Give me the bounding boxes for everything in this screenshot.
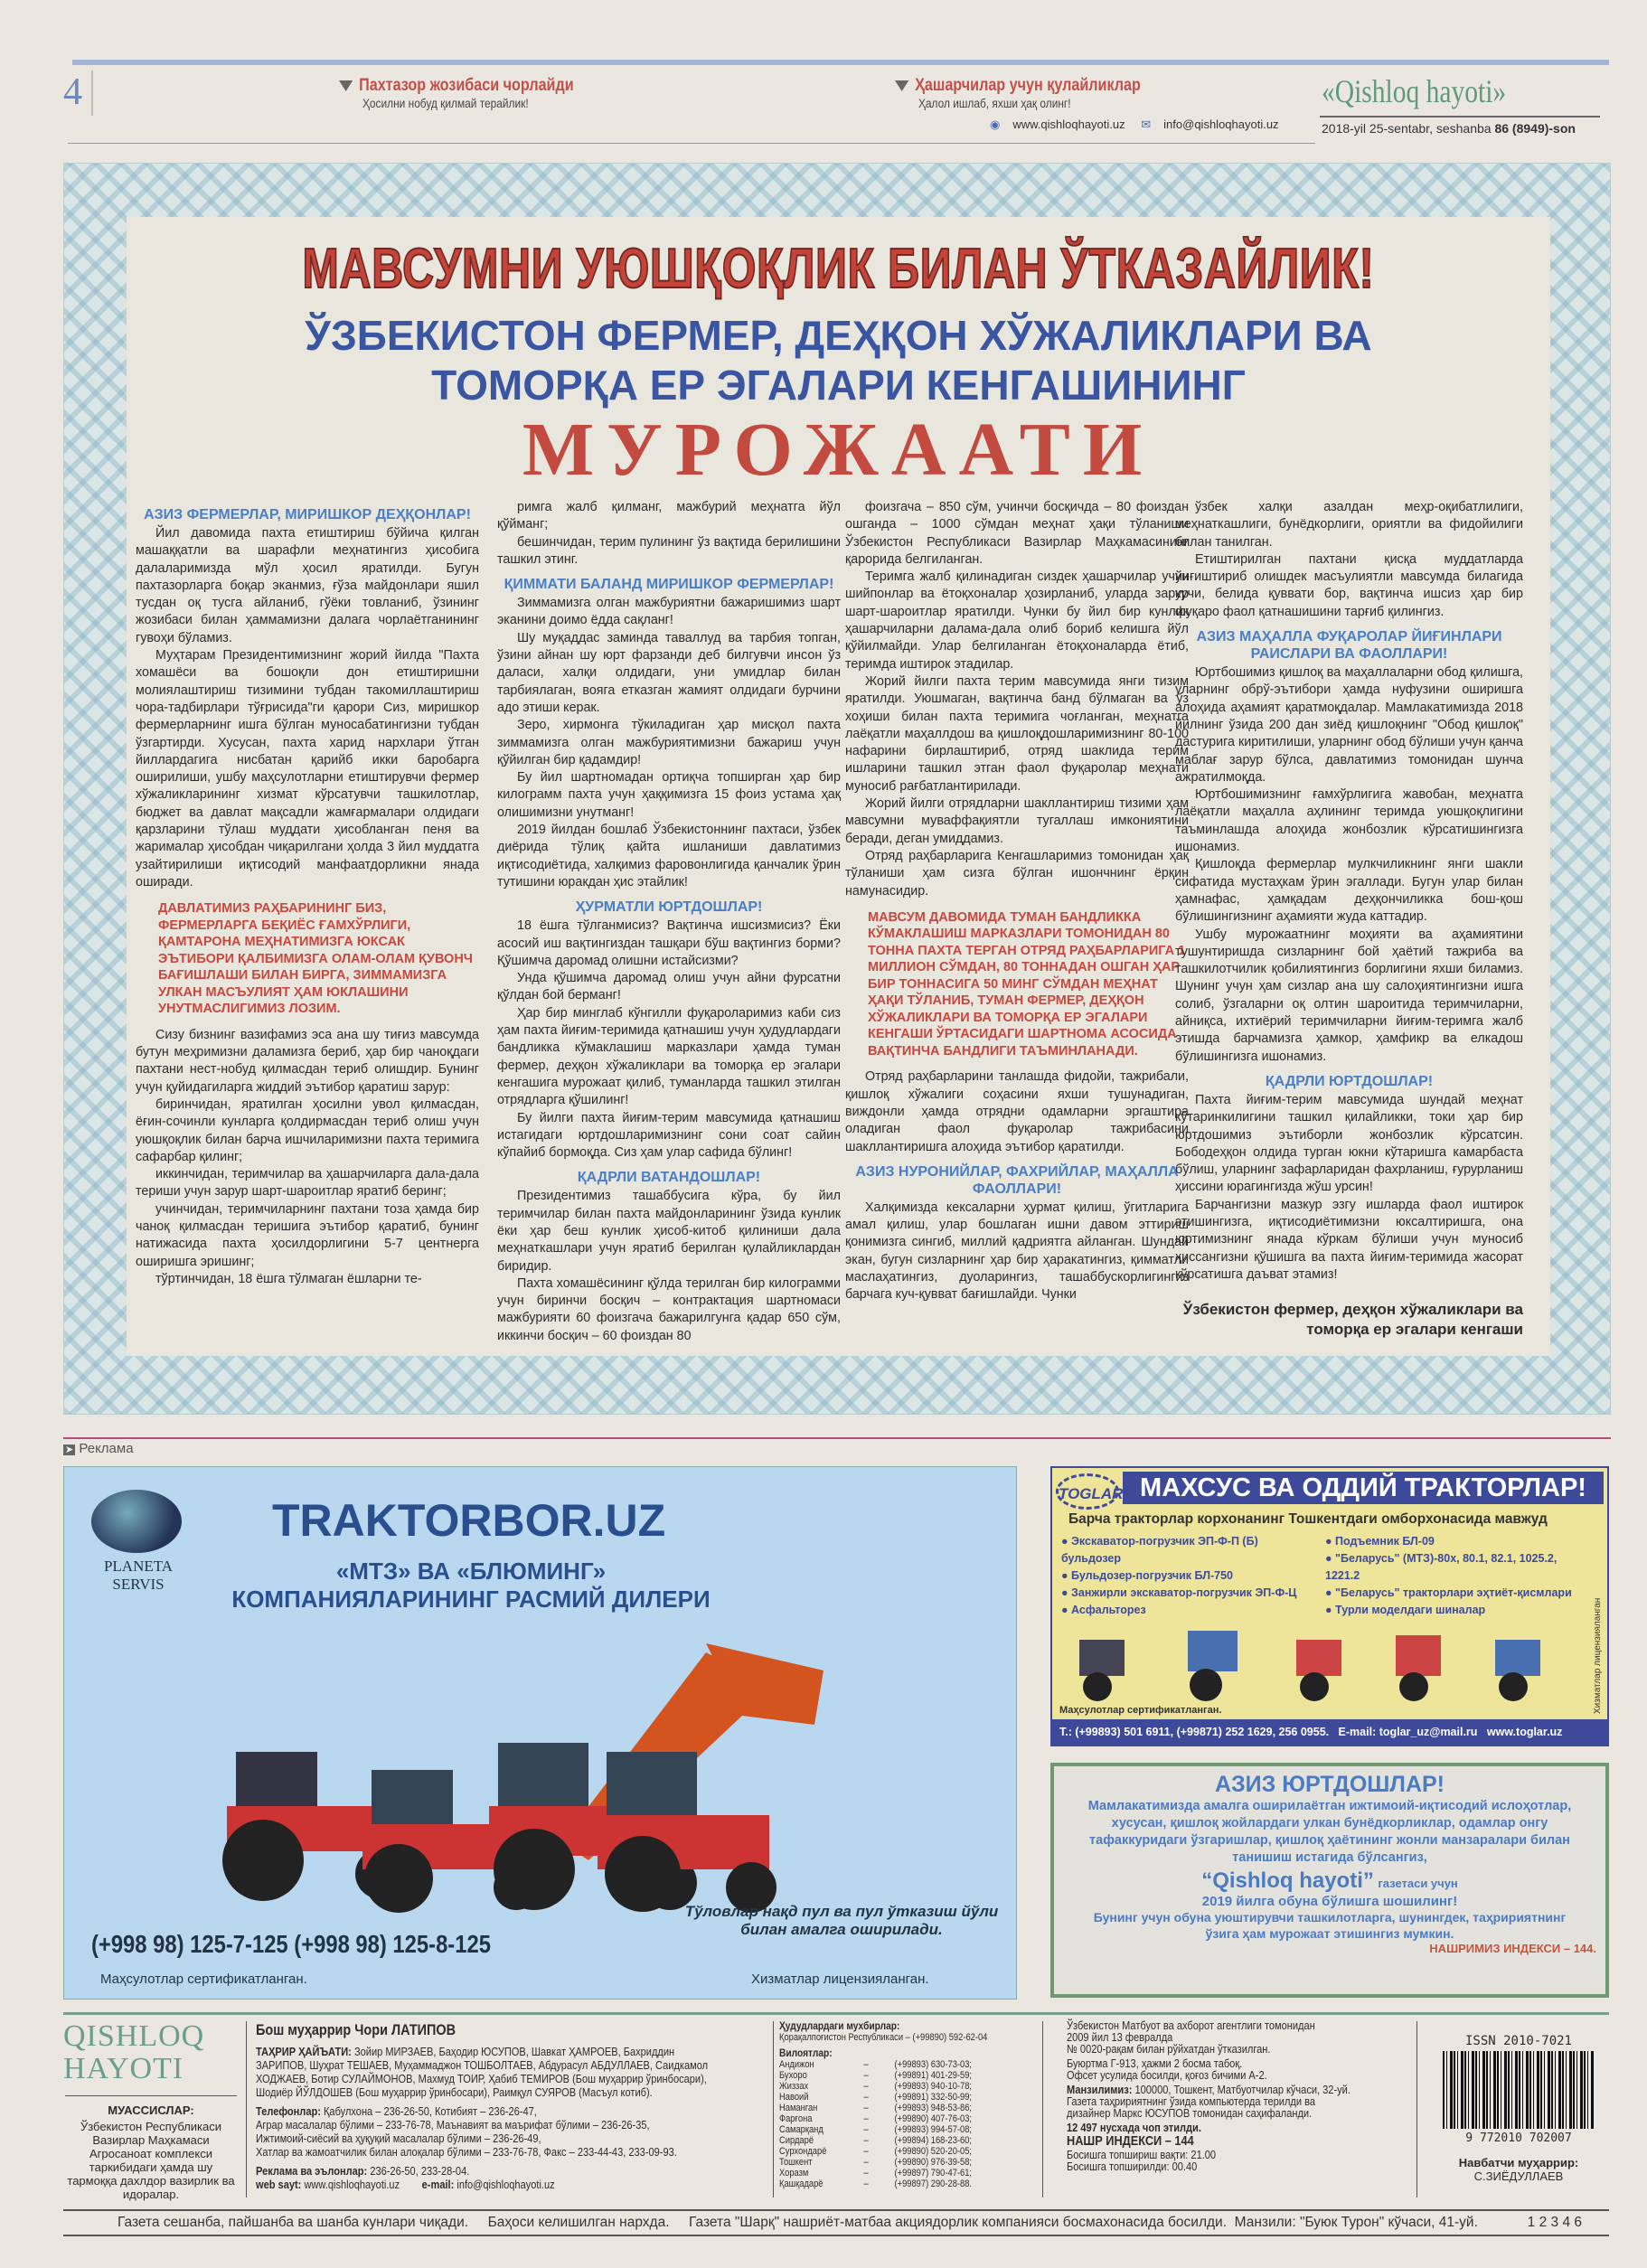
- paragraph: Унда қўшимча даромад олиш учун айни фурсатни қўлдан бой берманг!: [497, 971, 841, 1003]
- phone-line: Қабулхона – 236-26-50, Котибият – 236-26-47,: [323, 2104, 537, 2118]
- email-label: e-mail:: [421, 2178, 455, 2191]
- divider: [246, 2021, 247, 2197]
- founders-text: Ўзбекистон Республикаси Вазирлар Маҳкамаси Агросаноат комплекси таркибидаги ҳамда шу тармоққа дахлдор вазирлик ва идоралар.: [67, 2120, 235, 2201]
- bullet-icon: ●: [1061, 1586, 1072, 1599]
- slogan-headline: МАВСУМНИ УЮШҚОҚЛИК БИЛАН ЎТКАЗАЙЛИК!: [302, 238, 1375, 300]
- page-number: 4: [63, 71, 93, 116]
- product-label: Подъемник БЛ-09: [1335, 1535, 1435, 1548]
- product-item: [1325, 1602, 1578, 1619]
- paragraph: иккинчидан, теримчилар ва ҳашарчиларга дала-дала териши учун зарур шарт-шароитлар яратиб беринг;: [136, 1167, 479, 1200]
- ad-title[interactable]: TRAKTORBOR.UZ: [272, 1495, 666, 1546]
- paragraph: Муҳтарам Президентимизнинг жорий йилда "Пахта хомашёси ва бошоқли дон етиштиришни молиялаштириш тизимини тубдан такомиллаштириш чора-тадбирлари тўғрисида"ги қарори Сиз, миришкор фермерларнинг ишга бўлган муносабатингизни тубдан ўзгартирди. Хусусан, пахта харид нархлари ўтган йиллардагига нисбатан қарийб икки баробарга оширилиши, ушбу маҳсулотларни етиштирувчи фермер хўжаликларининг хизмат кўрсатувчи ташкилотлар, бюджет ва давлат мақсадли жамғармалари олдидаги қарзларини тўлаш муддати ҳисобланган пеня ва жарималар ҳисобдан чиқарилгани ҳолда 3 йил муддатга узайтирилиши иқтисодий манфаатдорликни янада оширади.: [136, 648, 479, 889]
- ad-subtitle-2: КОМПАНИЯЛАРИНИНГ РАСМИЙ ДИЛЕРИ: [231, 1586, 711, 1613]
- paragraph: Пахта йиғим-терим мавсумида шундай меҳнат кўтаринкилигини ташкил қилайликки, токи ҳар бир юртдошимиз эътиборли жонбозлик кўрсатсин. Бободеҳқон олдида турган юкни кўтаришга камарбаста бўлиш, уларнинг зафарларидан фахрланиш, ғурурланиш ҳиссини юрагингизда жўш урсин!: [1175, 1092, 1523, 1195]
- dash: –: [863, 2113, 869, 2124]
- dateline: [1322, 121, 1576, 136]
- dash: –: [863, 2135, 869, 2146]
- bullet-icon: ●: [1325, 1552, 1336, 1565]
- registration-line: 2009 йил 13 февралда: [1067, 2030, 1173, 2044]
- teaser-subtitle: Ҳалол ишлаб, яхши ҳақ олинг!: [918, 96, 1071, 110]
- paragraph: Юртбошимизнинг ғамхўрлигига жавобан, меҳнатга лаёқатли маҳалла аҳлининг теримда уюшқоқлигини таъминлашда алоҳида жонбозлик кўрсатишингизга ишонамиз.: [1175, 787, 1523, 855]
- toglar-logo: TOGLAR: [1056, 1473, 1119, 1510]
- traktorbor-ad[interactable]: [63, 1466, 1017, 2000]
- product-item: [1061, 1567, 1314, 1585]
- product-label: Экскаватор-погрузчик ЭП-Ф-П (Б) бульдозер: [1061, 1535, 1258, 1565]
- section-heading: АЗИЗ МАҲАЛЛА ФУҚАРОЛАР ЙИҒИНЛАРИ РАИСЛАРИ ВА ФАОЛЛАРИ!: [1196, 629, 1502, 663]
- correspondents-title: Ҳудудлардаги мухбирлар:: [779, 2019, 900, 2032]
- phone-line: Аграр масалалар бўлими – 233-76-78, Маънавият ва маърифат бўлими – 236-26-35,: [256, 2118, 650, 2132]
- registration-line: Ўзбекистон Матбуот ва ахборот агентлиги томонидан: [1067, 2019, 1315, 2032]
- order-line: Буюртма Г-913, ҳажми 2 босма табоқ.: [1067, 2056, 1243, 2070]
- signature: Ўзбекистон фермер, деҳқон хўжаликлари ва томорқа ер эгалари кенгаши: [1182, 1301, 1523, 1339]
- paper-suffix: газетаси учун: [1378, 1877, 1458, 1890]
- subscription-index: НАШРИМИЗ ИНДЕКСИ – 144.: [1429, 1942, 1596, 1955]
- product-item: [1325, 1533, 1578, 1550]
- product-label: Бульдозер-погрузчик БЛ-750: [1071, 1569, 1233, 1582]
- footer-bar: [63, 2209, 1609, 2236]
- ad-title: МАХСУС ВА ОДДИЙ ТРАКТОРЛАР!: [1123, 1472, 1604, 1504]
- paragraph: Шу муқаддас заминда таваллуд ва тарбия топган, ўзини айнан шу юрт фарзанди деб билгувчи инсон ўз даласи, халқи олдидаги, уни умидлар билан тарбиялаган, вояга етказган жамият олдидаги бурчини адо этиши керак.: [497, 630, 841, 715]
- teaser-subtitle: Ҳосилни нобуд қилмай терайлик!: [362, 96, 529, 110]
- email-link[interactable]: info@qishloqhayoti.uz: [456, 2178, 555, 2191]
- deadline: Босишга топшириш вақти: 21.00: [1067, 2148, 1217, 2161]
- paragraph: Халқимизда кексаларни ҳурмат қилиш, ўгитларига амал қилиш, улар бошлаган ишни давом эттириш қонимизга сингиб, миллий қадриятга айланган. Шундай экан, бугун сизларнинг ҳар бир ҳаракатингиз, қимматли маслаҳатингиз, дуоларингиз, ташаббускорлигингиз барчага куч-қувват бағишлайди. Чунки: [845, 1200, 1189, 1303]
- paragraph: Отряд раҳбарларига Кенгашларимиз томонидан ҳақ тўланиши ҳам сизга бўлган ишончнинг ёрқин намунасидир.: [845, 848, 1189, 899]
- region-phone: (+99893) 948-53-86;: [894, 2103, 973, 2113]
- issn: ISSN 2010-7021: [1464, 2034, 1572, 2048]
- product-item: [1061, 1602, 1314, 1619]
- address-label: Манзилимиз:: [1067, 2083, 1133, 2096]
- region-phone: (+99893) 994-57-08;: [894, 2124, 973, 2135]
- product-list: [1061, 1533, 1578, 1619]
- ad-certified-note: Маҳсулотлар сертификатланган.: [100, 1972, 307, 1987]
- teaser-title: Ҳашарчилар учун қулайликлар: [915, 76, 1141, 95]
- masthead-logo: [63, 2020, 235, 2085]
- barcode-block: [1437, 2034, 1600, 2183]
- paragraph: ўзбек халқи азалдан меҳр-оқибатлилиги, меҳнаткашлиги, бунёдкорлиги, ориятли ва фидойилиги билан танилган.: [1175, 500, 1523, 550]
- submitted-time: Босишга топширилди: 00.40: [1067, 2160, 1198, 2173]
- globe-icon: ◉: [990, 118, 1001, 131]
- region-name: Самарқанд: [779, 2124, 824, 2135]
- toglar-ad[interactable]: [1050, 1466, 1609, 1746]
- tractors-illustration: [1061, 1622, 1567, 1703]
- paragraph: биринчидан, яратилган ҳосилни увол қилмасдан, ёғин-сочинли кунларга қолдирмасдан териб олиш учун уюшқоқлик билан барча ишчиларимизни пахта теримига сафарбар қилинг;: [136, 1096, 479, 1164]
- region-name: Сирдарё: [779, 2135, 814, 2146]
- region-name: Фарғона: [779, 2113, 813, 2124]
- barcode-number: 9 772010 702007: [1465, 2132, 1572, 2145]
- globe-logo-icon: [91, 1490, 182, 1553]
- ad-subtitle: Барча тракторлар корхонанинг Тошкентдаги омборхонасида мавжуд: [1068, 1511, 1548, 1527]
- footer-text: Газета сешанба, пайшанба ва шанба кунлари чиқади. Баҳоси келишилган нархда. Газета "Шарқ" нашриёт-матбаа акциядорлик компанияси босмахонасида босилди. Манзили: "Буюк Турон" кўчаси, 41-уй.: [118, 2215, 1478, 2230]
- header-contacts: [990, 118, 1292, 132]
- paragraph: Қишлоқда фермерлар мулкчиликнинг янги шакли сифатида мустаҳкам ўрин эгаллади. Бугун улар билан ҳамнафас, ҳамқадам деҳқончиликка бош-қош бўлишингизнинг аҳамияти жуда каттадир.: [1175, 857, 1523, 925]
- product-item: [1061, 1533, 1314, 1567]
- paragraph: Барчангизни мазкур эзгу ишларда фаол иштирок этишингизга, иқтисодиётимизни юксалтиришга, она юртимизнинг янада кўркам бўлиши учун муносиб ҳиссангизни қўшишга ва пахта йиғим-теримида жасорат кўрсатишга даъват этамиз!: [1175, 1197, 1523, 1282]
- region-phone: (+99894) 168-23-60;: [894, 2135, 973, 2146]
- phones-label: Телефонлар:: [256, 2104, 321, 2118]
- region-name: Андижон: [779, 2059, 814, 2070]
- ads-phones: 236-26-50, 233-28-04.: [370, 2164, 470, 2178]
- region-name: Тошкент: [779, 2157, 813, 2168]
- region-row: [779, 2103, 998, 2113]
- design-line: Газета таҳририятнинг ўзида компьютерда терилди ва: [1067, 2094, 1316, 2108]
- dash: –: [863, 2179, 869, 2189]
- article-column-3: [845, 499, 1189, 1304]
- ad-subtitle-1: «МТЗ» ВА «БЛЮМИНГ»: [335, 1557, 607, 1585]
- ad-phones[interactable]: (+998 98) 125-7-125 (+998 98) 125-8-125: [91, 1930, 491, 1958]
- mail-icon: ✉: [1141, 118, 1152, 131]
- ad-contact: Бунинг учун обуна уюштирувчи ташкилотларга, шунингдек, таҳририятнинг ўзига ҳам мурожаат этишингиз мумкин.: [1093, 1910, 1567, 1941]
- section-heading: ҚАДРЛИ ЮРТДОШЛАР!: [1265, 1073, 1434, 1089]
- title-line-1: ЎЗБЕКИСТОН ФЕРМЕР, ДЕҲҚОН ХЎЖАЛИКЛАРИ ВА: [305, 312, 1372, 359]
- newspaper-brand: «Qishloq hayoti»: [1322, 73, 1507, 109]
- divider: [1042, 2021, 1043, 2197]
- region-phone: (+99890) 976-39-58;: [894, 2157, 973, 2168]
- product-label: "Беларусь" тракторлари эҳтиёт-қисмлари: [1335, 1586, 1572, 1599]
- region-phone: (+99897) 290-28-88.: [894, 2179, 973, 2189]
- paragraph: Ҳар бир минглаб кўнгилли фуқароларимиз каби сиз ҳам пахта йиғим-теримида қатнашиш учун ҳудудлардаги бандликка кўмаклашиш марказлари ҳамда туман фермер, деҳқон хўжаликлари ва томорқа ер эгалари кенгашига мурожаат қилиб, туманларда ташкил этилган отрядларга қўшилинг!: [497, 1005, 841, 1108]
- dash: –: [863, 2092, 869, 2103]
- dash: –: [863, 2157, 869, 2168]
- paragraph: Сизу бизнинг вазифамиз эса ана шу тиғиз мавсумда бутун меҳримизни даламизга бериб, ҳар бир чаноқдаги пахтани нест-нобуд қилмасдан териб олишдир. Бунинг учун қуйидагиларга жиддий эътибор қаратиш зарур:: [136, 1027, 479, 1095]
- ad-title: АЗИЗ ЮРТДОШЛАР!: [1214, 1772, 1445, 1797]
- dash: –: [863, 2146, 869, 2157]
- ad-licensed-note: Хизматлар лицензияланган: [1593, 1597, 1603, 1714]
- region-phone: (+99890) 520-20-05;: [894, 2146, 973, 2157]
- region-row: [779, 2124, 998, 2135]
- region-name: Хоразм: [779, 2168, 809, 2179]
- planeta-servis-logo: PLANETA SERVIS: [103, 1557, 174, 1593]
- region-phone: (+99893) 630-73-03;: [894, 2059, 973, 2070]
- dash: –: [863, 2124, 869, 2135]
- paper-name: “Qishloq hayoti”: [1201, 1868, 1374, 1893]
- design-line: дизайнер Маркс ЮСУПОВ томонидан саҳифаланди.: [1067, 2106, 1313, 2120]
- section-heading: ҲУРМАТЛИ ЮРТДОШЛАР!: [575, 899, 763, 916]
- article-column-4: [1175, 499, 1523, 1340]
- region-phone: (+99891) 401-29-59;: [894, 2070, 973, 2081]
- phone-line: Ижтимоий-сиёсий ва ҳуқуқий масалалар бўлими – 236-26-49,: [256, 2132, 541, 2145]
- region-row: [779, 2157, 998, 2168]
- title-line-2: ТОМОРҚА ЕР ЭГАЛАРИ КЕНГАШИНИНГ: [431, 362, 1246, 409]
- triangle-icon: [339, 80, 353, 91]
- paragraph: Бу йилги пахта йиғим-терим мавсумида қатнашиш истагидаги юртдошларимизнинг сони соат сайин кўпайиб бормоқда. Сиз ҳам улар сафида бўлинг!: [497, 1110, 841, 1161]
- ad-label-text: Реклама: [79, 1441, 134, 1456]
- board-members: Зойир МИРЗАЕВ, Баҳодир ЮСУПОВ, Шавкат ҲАМРОЕВ, Бахриддин ЗАРИПОВ, Шуҳрат ТЕШАЕВ, Муҳаммаджон ТОШБОЛТАЕВ, Абдурасул АБДУЛЛАЕВ, Саидкамол ХОДЖАЕВ, Ботир СУЛАЙМОНОВ, Махмуд ТОИР, Ҳабиб ТЕМИРОВ (Бош муҳаррир ўринбосари), Шодиёр ЙЎЛДОШЕВ (Бош муҳаррир ўринбосари), Раимқул СУЯРОВ (Масъул котиб).: [256, 2045, 709, 2099]
- ads-label: Реклама ва эълонлар:: [256, 2164, 368, 2178]
- dash: –: [863, 2103, 869, 2113]
- teaser-1[interactable]: [339, 76, 616, 110]
- section-heading: ҚАДРЛИ ВАТАНДОШЛАР!: [577, 1170, 761, 1186]
- bullet-icon: ●: [1325, 1604, 1336, 1616]
- registration-line: № 0020-рақам билан рўйхатдан ўтказилган.: [1067, 2042, 1271, 2056]
- region-phone: (+99897) 790-47-61;: [894, 2168, 973, 2179]
- ad-certified-note: Маҳсулотлар сертификатланган.: [1059, 1705, 1222, 1716]
- paragraph: Бу йил шартномадан ортиқча топширган ҳар бир килограмм пахта учун ҳаққимизга 15 фоиз устама ҳақ олишимизни унутманг!: [497, 770, 841, 820]
- dash: –: [863, 2059, 869, 2070]
- paragraph: бешинчидан, терим пулининг ўз вақтида берилишини ташкил этинг.: [497, 534, 841, 567]
- region-name: Бухоро: [779, 2070, 807, 2081]
- paragraph: Жорий йилги пахта терим мавсумида янги тизим яратилди. Уюшмаган, вақтинча банд бўлмаган ва ўз хоҳиши билан пахта теримига чоғланган, меҳнатга лаёқатли маҳаллдош ва қишлоқдошларимизнинг 80-100 нафарини бирлаштириб, отряд шаклида терим ишларини ташкил этган фаол фуқаролар меҳнати муносиб рағбатлантирилади.: [845, 673, 1189, 794]
- paragraph: Президентимиз ташаббусига кўра, бу йил теримчилар билан пахта майдонларининг ўзида кунлик ёки ҳар беш кунлик ҳисоб-китоб қилиниши дала меҳнаткашлари учун яратиб берилган қулайликлардан биридир.: [497, 1189, 841, 1274]
- founders-block: [65, 2095, 237, 2201]
- paragraph: Жорий йилги отрядларни шакллантириш тизими ҳам мавсумни муваффақиятли тугаллаш имкониятини беради, деган умиддамиз.: [845, 796, 1189, 846]
- regions-list: [779, 2059, 1037, 2189]
- paragraph: Йил давомида пахта етиштириш бўйича қилган машаққатли ва шарафли меҳнатингиз ҳисобига далаларимизда мўл ҳосил яратилди. Бугун пахтазорларга боқар эканмиз, ғўза майдонлари яшил тусдан оқ тусга айланиб, гўёки товланиб, ўзининг жозибаси билан ҳаммамизни далага чорлаётганининг гувоҳи бўламиз.: [136, 526, 479, 645]
- paragraph: фоизгача – 850 сўм, учинчи босқичда – 80 фоиздан ошганда – 1000 сўмдан меҳнат ҳақи тўланиши Ўзбекистон Республикаси Вазирлар Маҳкамасининг қарорида белгиланган.: [845, 500, 1189, 567]
- paragraph: 18 ёшга тўлганмисиз? Вақтинча ишсизмисиз? Ёки асосий иш вақтингиздан ташқари бўш вақтингиз борми? Қўшимча даромад олишни истайсизми?: [497, 918, 841, 968]
- paragraph: Пахта хомашёсининг қўлда терилган бир килограмми учун биринчи босқич – контрактация шартномаси мажбурияти 60 фоизгача бажарилгунга қадар 650 сўм, иккинчи босқич – 60 фоиздан 80: [497, 1275, 841, 1343]
- product-label: Занжирли экскаватор-погрузчик ЭП-Ф-Ц: [1071, 1586, 1297, 1599]
- dash: –: [863, 2070, 869, 2081]
- paragraph: Зеро, хирмонга тўкиладиган ҳар мисқол пахта зиммамизга олган мажбуриятимизни бажариш учун қўйилган бир қадамдир!: [497, 718, 841, 767]
- region-name: Қашқадарё: [779, 2179, 824, 2189]
- page-indicator: 1 2 3 4 6: [1527, 2215, 1582, 2230]
- website-link[interactable]: www.qishloqhayoti.uz: [1012, 118, 1125, 131]
- product-label: "Беларусь" (МТЗ)-80х, 80.1, 82.1, 1025.2, 1221.2: [1325, 1552, 1558, 1582]
- paragraph: Отряд раҳбарларини танлашда фидойи, тажрибали, қишлоқ хўжалиги соҳасини яхши тушунадиган, виждонли ҳамда отрядни одамларни эргаштира оладиган фаол фуқаролар тажрибасини шакллантиришга алоҳида эътибор қаратилди.: [845, 1069, 1189, 1154]
- issue-number: 86 (8949)-son: [1494, 121, 1576, 136]
- ad-text: Мамлакатимизда амалга оширилаётган ижтимоий-иқтисодий ислоҳотлар, хусусан, қишлоқ жойлардаги улкан бунёдкорликлар, одамлар онгу тафаккуридаги ўзгаришлар, қишлоқ ҳаётининг жонли манзаралари билан танишиш истагида бўлсангиз,: [1087, 1799, 1572, 1865]
- bullet-icon: ●: [1061, 1604, 1072, 1616]
- editorial-block: [256, 2021, 726, 2191]
- top-rule: [72, 60, 1609, 65]
- email-link[interactable]: info@qishloqhayoti.uz: [1163, 118, 1279, 131]
- duty-editor: С.ЗИЁДУЛЛАЕВ: [1473, 2169, 1564, 2183]
- region-name: Навоий: [779, 2092, 809, 2103]
- region-row: [779, 2179, 998, 2189]
- ad-licensed-note: Хизматлар лицензияланган.: [751, 1972, 929, 1987]
- product-label: Асфальторез: [1071, 1604, 1146, 1616]
- regions-title: Вилоятлар:: [779, 2047, 833, 2059]
- ad-payment-note: Тўловлар нақд пул ва пул ўтказиш йўли билан амалга оширилади.: [684, 1903, 999, 1938]
- divider: [68, 143, 1315, 144]
- product-item: [1061, 1585, 1314, 1602]
- masthead-rule: [63, 2012, 1609, 2015]
- web-label: web sayt:: [256, 2178, 302, 2191]
- article-column-1: [136, 499, 479, 1288]
- teaser-title: Пахтазор жозибаси чорлайди: [359, 76, 574, 95]
- bullet-icon: ●: [1325, 1586, 1336, 1599]
- region-row: [779, 2070, 998, 2081]
- region-row: [779, 2135, 998, 2146]
- region-row: [779, 2059, 998, 2070]
- publication-index: НАШР ИНДЕКСИ – 144: [1067, 2133, 1194, 2149]
- divider: [63, 1437, 1611, 1439]
- region-name: Жиззах: [779, 2081, 809, 2092]
- section-heading: АЗИЗ НУРОНИЙЛАР, ФАХРИЙЛАР, МАҲАЛЛА ФАОЛЛАРИ!: [855, 1163, 1179, 1197]
- bullet-icon: ●: [1325, 1535, 1336, 1548]
- bullet-icon: ●: [1061, 1535, 1072, 1548]
- section-heading: АЗИЗ ФЕРМЕРЛАР, МИРИШКОР ДЕҲҚОНЛАР!: [144, 507, 471, 522]
- divider: [1416, 2021, 1417, 2197]
- ad-section-label: [63, 1441, 134, 1456]
- paragraph: Ушбу мурожаатнинг моҳияти ва аҳамиятини тушунтиришда сизларнинг бой ҳаётий тажриба ва ташкилотчилик қобилиятингиз борлигини яхши биламиз. Шунинг учун ҳам сизлар ана шу салоҳиятингизни ишга солиб, ўзгаларни оқ олтин шароитида теримчиларни, айниқса, ихтиёрий теримчиларни йиғим-теримга жалб этишда барчамизга ҳамкор, ҳамфикр ва елкадош бўлишингизга ишонамиз.: [1175, 927, 1523, 1064]
- ad-contacts[interactable]: Т.: (+99893) 501 6911, (+99871) 252 1629, 256 0955. E-mail: toglar_uz@mail.ru www.toglar.uz: [1052, 1719, 1607, 1745]
- article-column-2: [497, 499, 841, 1345]
- region-row: [779, 2092, 998, 2103]
- correspondent-karakalpak: Қорақалпоғистон Республикаси – (+99890) 592-62-04: [779, 2032, 988, 2043]
- highlight-quote: МАВСУМ ДАВОМИДА ТУМАН БАНДЛИККА КЎМАКЛАШИШ МАРКАЗЛАРИ ТОМОНИДАН 80 ТОННА ПАХТА ТЕРГАН ОТРЯД РАҲБАРЛАРИГА 1 МИЛЛИОН СЎМДАН, 80 ТОННАДАН ОШГАН ҲАР БИР ТОННАСИГА 50 МИНГ СЎМДАН МЕҲНАТ ҲАҚИ ТЎЛАНИБ, ТУМАН ФЕРМЕР, ДЕҲҚОН ХЎЖАЛИКЛАРИ ВА ТОМОРҚА ЕР ЭГАЛАРИ КЕНГАШИ ЎРТАСИДАГИ ШАРТНОМА АСОСИДА ВАҚТИНЧА БАНДЛИГИ ТАЪМИНЛАНАДИ.: [868, 909, 1186, 1059]
- phone-line: Хатлар ва жамоатчилик билан алоқалар бўлими – 233-76-78, Факс – 233-44-43, 233-09-93.: [256, 2145, 677, 2159]
- publication-info: [1067, 2019, 1410, 2172]
- order-line: Офсет усулида босилди, қоғоз бичими А-2.: [1067, 2068, 1267, 2082]
- dash: –: [863, 2081, 869, 2092]
- teaser-2[interactable]: [895, 76, 1184, 110]
- founders-title: МУАССИСЛАР:: [108, 2103, 194, 2117]
- triangle-icon: [895, 80, 908, 91]
- paragraph: римга жалб қилманг, мажбурий меҳнатга йўл қўйманг;: [497, 500, 841, 532]
- tractors-illustration: [200, 1616, 887, 1915]
- paragraph: тўртинчидан, 18 ёшга тўлмаган ёшларни те-: [155, 1271, 422, 1286]
- product-label: Турли моделдаги шиналар: [1335, 1604, 1486, 1616]
- region-row: [779, 2146, 998, 2157]
- dash: –: [863, 2168, 869, 2179]
- correspondents-block: [779, 2019, 1037, 2189]
- paragraph: учинчидан, теримчиларнинг пахтани тоза ҳамда бир чаноқ қилмасдан теришига эътибор қаратиб, бунинг натижасида пахта ҳосилдорлигини 5-7 центнерга оширишга эришинг;: [136, 1201, 479, 1269]
- region-row: [779, 2168, 998, 2179]
- chief-editor: Бош муҳаррир Чори ЛАТИПОВ: [256, 2021, 456, 2038]
- section-heading: ҚИММАТИ БАЛАНД МИРИШКОР ФЕРМЕРЛАР!: [504, 577, 834, 593]
- region-row: [779, 2081, 998, 2092]
- circulation: 12 497 нусхада чоп этилди.: [1067, 2121, 1201, 2134]
- paragraph: Теримга жалб қилинадиган сиздек ҳашарчилар учун шийпонлар ва ётоқхоналар ҳозирланиб, уларда зарур шарт-шароитлар яратилди. Чунки бу йил бир кунлик ҳашарчиларни далама-дала олиб бориб келишга йўл қўйилмайди. Улар белгиланган ётоқхоналарда ётиб, теримда иштирок этадилар.: [845, 569, 1189, 672]
- paragraph: Зиммамизга олган мажбуриятни бажаришимиз шарт эканини доимо ёдда сақланг!: [497, 596, 841, 628]
- subscription-ad[interactable]: [1050, 1763, 1609, 1998]
- divider: [773, 2021, 774, 2197]
- ad-call: 2019 йилга обуна бўлишга шошилинг!: [1201, 1894, 1458, 1909]
- logo-text: QISHLOQ HAYOTI: [63, 2019, 205, 2085]
- region-phone: (+99893) 940-10-78;: [894, 2081, 973, 2092]
- bullet-icon: ●: [1061, 1569, 1072, 1582]
- highlight-quote: ДАВЛАТИМИЗ РАҲБАРИНИНГ БИЗ, ФЕРМЕРЛАРГА БЕҚИЁС ҒАМХЎРЛИГИ, ҚАМТАРОНА МЕҲНАТИМИЗГА ЮКСАК ЭЪТИБОРИ ҚАЛБИМИЗГА ОЛАМ-ОЛАМ ҚУВОНЧ БАҒИШЛАШИ БИЛАН БИРГА, ЗИММАМИЗГА УЛКАН МАСЪУЛИЯТ ҲАМ ЮКЛАШИНИ УНУТМАСЛИГИМИЗ ЛОЗИМ.: [158, 901, 473, 1017]
- region-row: [779, 2113, 998, 2124]
- main-title: МУРОЖААТИ: [522, 408, 1155, 492]
- board-label: ТАҲРИР ҲАЙЪАТИ:: [256, 2045, 352, 2058]
- barcode-icon: [1443, 2051, 1595, 2129]
- product-item: [1325, 1585, 1578, 1602]
- paragraph: 2019 йилдан бошлаб Ўзбекистоннинг пахтаси, ўзбек диёрида тўлиқ қайта ишланиши давлатимиз иқтисодиётида, халқимиз фаровонлигида қанчалик ўрин тутишини юракдан ҳис этайлик!: [497, 823, 841, 889]
- product-item: [1325, 1550, 1578, 1585]
- region-name: Наманган: [779, 2103, 818, 2113]
- region-name: Сурхондарё: [779, 2146, 827, 2157]
- region-phone: (+99891) 332-50-99;: [894, 2092, 973, 2103]
- arrow-icon: ➤: [65, 1445, 74, 1455]
- region-phone: (+99890) 407-76-03;: [894, 2113, 973, 2124]
- issue-date: 2018-yil 25-sentabr, seshanba: [1322, 121, 1492, 136]
- duty-editor-label: Навбатчи муҳаррир:: [1458, 2156, 1579, 2169]
- divider: [1320, 116, 1600, 118]
- address: 100000, Тошкент, Матбуотчилар кўчаси, 32-уй.: [1134, 2083, 1351, 2096]
- paragraph: Етиштирилган пахтани қисқа муддатларда йиғиштириб олишдек масъулиятли мавсумда билагида кучи, белида қуввати бор, вақтинча ишсиз ҳар бир фуқаро фаол қатнашишини тарғиб қилингиз.: [1175, 551, 1523, 619]
- paragraph: Юртбошимиз қишлоқ ва маҳаллаларни обод қилишга, уларнинг обрў-эътибори ҳамда нуфузини оширишга алоҳида аҳамият қаратмоқдалар. Мамлакатимизда 2018 йилнинг ўзида 200 дан зиёд қишлоқнинг "Обод қишлоқ" дастурига киритилиши, уларнинг обод бўлиши учун қанча маблағ зарур бўлса, давлатимиз томонидан шунча ажратилмоқда.: [1175, 665, 1523, 785]
- web-link[interactable]: www.qishloqhayoti.uz: [304, 2178, 400, 2191]
